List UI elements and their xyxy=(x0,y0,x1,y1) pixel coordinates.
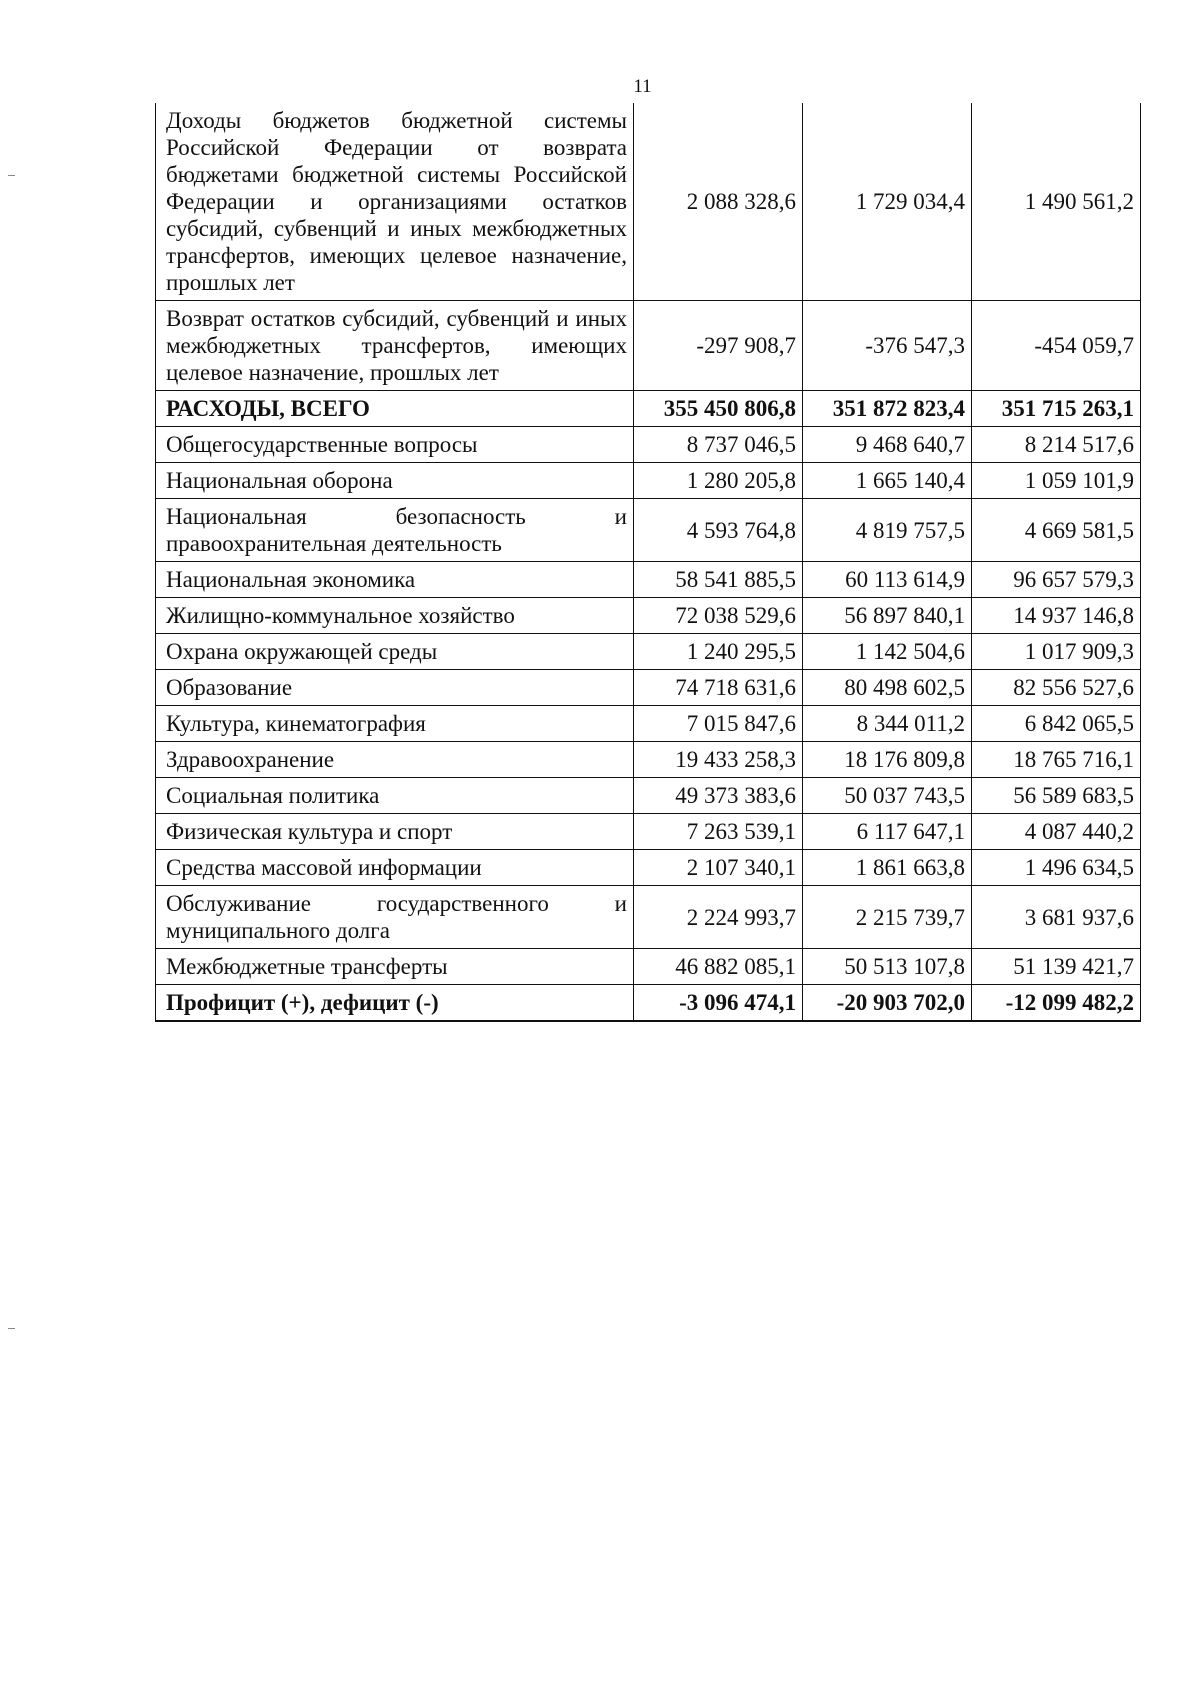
value-cell-year-3: 4 087 440,2 xyxy=(972,814,1141,850)
value-cell-year-3: 82 556 527,6 xyxy=(972,670,1141,706)
row-label: Здравоохранение xyxy=(156,742,634,778)
table-row xyxy=(156,778,1141,814)
table-row xyxy=(156,706,1141,742)
table-row xyxy=(156,103,1141,301)
row-label: Доходы бюджетов бюджетной системы Российской Федерации от возврата бюджетами бюджетной системы Российской Федерации и организациями остатков субсидий, субвенций и иных межбюджетных трансфертов, имеющих целевое назначение, прошлых лет xyxy=(156,103,634,301)
value-cell-year-2: 9 468 640,7 xyxy=(803,427,972,463)
value-cell-year-1: 1 240 295,5 xyxy=(634,634,803,670)
table-row xyxy=(156,814,1141,850)
row-label: Национальная безопасность и правоохранительная деятельность xyxy=(156,499,634,562)
value-cell-year-2: 56 897 840,1 xyxy=(803,598,972,634)
table-row xyxy=(156,598,1141,634)
scan-margin-mark xyxy=(8,175,15,176)
value-cell-year-1: -3 096 474,1 xyxy=(634,985,803,1022)
row-label: Обслуживание государственного и муниципального долга xyxy=(156,886,634,949)
value-cell-year-1: 4 593 764,8 xyxy=(634,499,803,562)
value-cell-year-2: 6 117 647,1 xyxy=(803,814,972,850)
row-label: Профицит (+), дефицит (-) xyxy=(156,985,634,1022)
value-cell-year-1: 7 263 539,1 xyxy=(634,814,803,850)
row-label: Национальная оборона xyxy=(156,463,634,499)
value-cell-year-3: -454 059,7 xyxy=(972,301,1141,391)
table-row xyxy=(156,742,1141,778)
value-cell-year-1: 355 450 806,8 xyxy=(634,391,803,427)
value-cell-year-1: -297 908,7 xyxy=(634,301,803,391)
value-cell-year-1: 19 433 258,3 xyxy=(634,742,803,778)
row-label: РАСХОДЫ, ВСЕГО xyxy=(156,391,634,427)
value-cell-year-1: 2 224 993,7 xyxy=(634,886,803,949)
value-cell-year-3: 351 715 263,1 xyxy=(972,391,1141,427)
table-row xyxy=(156,301,1141,391)
value-cell-year-2: 1 142 504,6 xyxy=(803,634,972,670)
budget-table xyxy=(155,103,1141,1022)
value-cell-year-3: -12 099 482,2 xyxy=(972,985,1141,1022)
row-label: Физическая культура и спорт xyxy=(156,814,634,850)
value-cell-year-3: 1 059 101,9 xyxy=(972,463,1141,499)
table-row xyxy=(156,391,1141,427)
value-cell-year-3: 96 657 579,3 xyxy=(972,562,1141,598)
value-cell-year-3: 4 669 581,5 xyxy=(972,499,1141,562)
row-label: Социальная политика xyxy=(156,778,634,814)
row-label: Общегосударственные вопросы xyxy=(156,427,634,463)
value-cell-year-2: 60 113 614,9 xyxy=(803,562,972,598)
value-cell-year-2: 2 215 739,7 xyxy=(803,886,972,949)
value-cell-year-2: -20 903 702,0 xyxy=(803,985,972,1022)
value-cell-year-1: 58 541 885,5 xyxy=(634,562,803,598)
value-cell-year-2: 351 872 823,4 xyxy=(803,391,972,427)
value-cell-year-1: 72 038 529,6 xyxy=(634,598,803,634)
value-cell-year-2: 50 037 743,5 xyxy=(803,778,972,814)
row-label: Культура, кинематография xyxy=(156,706,634,742)
value-cell-year-1: 74 718 631,6 xyxy=(634,670,803,706)
row-label: Образование xyxy=(156,670,634,706)
row-label: Национальная экономика xyxy=(156,562,634,598)
value-cell-year-1: 46 882 085,1 xyxy=(634,949,803,985)
value-cell-year-3: 3 681 937,6 xyxy=(972,886,1141,949)
value-cell-year-3: 56 589 683,5 xyxy=(972,778,1141,814)
value-cell-year-2: -376 547,3 xyxy=(803,301,972,391)
value-cell-year-2: 50 513 107,8 xyxy=(803,949,972,985)
value-cell-year-2: 80 498 602,5 xyxy=(803,670,972,706)
row-label: Возврат остатков субсидий, субвенций и иных межбюджетных трансфертов, имеющих целевое назначение, прошлых лет xyxy=(156,301,634,391)
budget-table-body xyxy=(156,103,1141,1021)
value-cell-year-1: 7 015 847,6 xyxy=(634,706,803,742)
row-label: Средства массовой информации xyxy=(156,850,634,886)
table-row xyxy=(156,463,1141,499)
value-cell-year-3: 8 214 517,6 xyxy=(972,427,1141,463)
row-label: Жилищно-коммунальное хозяйство xyxy=(156,598,634,634)
value-cell-year-1: 1 280 205,8 xyxy=(634,463,803,499)
value-cell-year-1: 8 737 046,5 xyxy=(634,427,803,463)
table-row xyxy=(156,427,1141,463)
table-row xyxy=(156,985,1141,1022)
value-cell-year-1: 2 107 340,1 xyxy=(634,850,803,886)
value-cell-year-3: 6 842 065,5 xyxy=(972,706,1141,742)
table-row xyxy=(156,949,1141,985)
value-cell-year-3: 1 017 909,3 xyxy=(972,634,1141,670)
value-cell-year-3: 1 490 561,2 xyxy=(972,103,1141,301)
row-label: Охрана окружающей среды xyxy=(156,634,634,670)
value-cell-year-3: 18 765 716,1 xyxy=(972,742,1141,778)
page-number: 11 xyxy=(633,76,652,97)
table-row xyxy=(156,670,1141,706)
value-cell-year-3: 51 139 421,7 xyxy=(972,949,1141,985)
row-label: Межбюджетные трансферты xyxy=(156,949,634,985)
table-row xyxy=(156,850,1141,886)
value-cell-year-2: 1 665 140,4 xyxy=(803,463,972,499)
table-row xyxy=(156,634,1141,670)
value-cell-year-3: 1 496 634,5 xyxy=(972,850,1141,886)
table-row xyxy=(156,499,1141,562)
value-cell-year-3: 14 937 146,8 xyxy=(972,598,1141,634)
value-cell-year-2: 4 819 757,5 xyxy=(803,499,972,562)
value-cell-year-1: 2 088 328,6 xyxy=(634,103,803,301)
scan-margin-mark xyxy=(8,1328,15,1329)
value-cell-year-2: 1 729 034,4 xyxy=(803,103,972,301)
value-cell-year-1: 49 373 383,6 xyxy=(634,778,803,814)
table-row xyxy=(156,562,1141,598)
value-cell-year-2: 8 344 011,2 xyxy=(803,706,972,742)
table-row xyxy=(156,886,1141,949)
value-cell-year-2: 1 861 663,8 xyxy=(803,850,972,886)
value-cell-year-2: 18 176 809,8 xyxy=(803,742,972,778)
